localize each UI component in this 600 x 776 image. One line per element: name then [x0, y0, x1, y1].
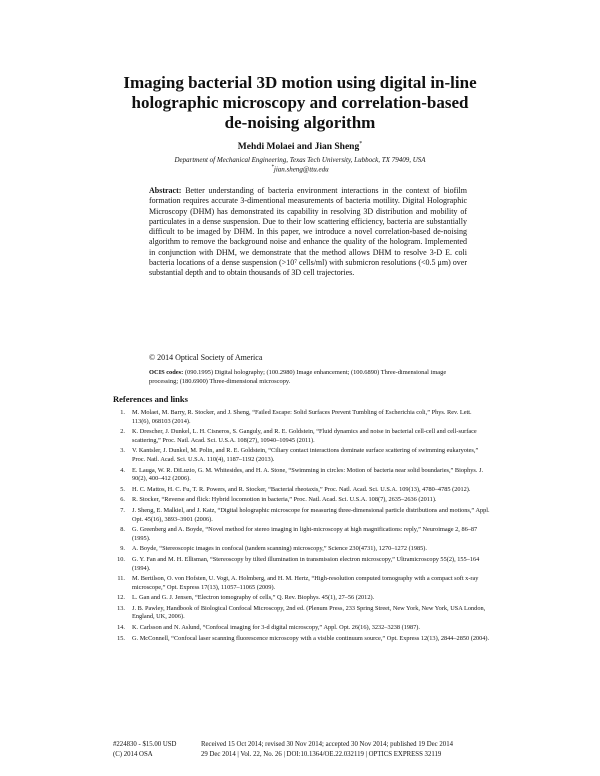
title-line-3: de-noising algorithm: [224, 113, 376, 132]
ocis-text: (090.1995) Digital holography; (100.2980) Image enhancement; (100.6890) Three-dimensional image processing; (180.6900) Three-dimensional microscopy.: [149, 369, 447, 385]
reference-text: R. Stocker, “Reverse and flick: Hybrid locomotion in bacteria,” Proc. Natl. Acad. Sci. U.S.A. 108(7), 2635–2636 (2011).: [132, 496, 437, 504]
email-address[interactable]: jian.sheng@ttu.edu: [273, 165, 329, 174]
footer-row-2: [113, 750, 491, 760]
reference-number: 12.: [117, 594, 125, 602]
reference-text: L. Gan and G. J. Jensen, “Electron tomography of cells,” Q. Rev. Biophys. 45(1), 27–56 (2012).: [132, 594, 375, 602]
page-footer: [113, 740, 491, 759]
reference-text: H. C. Mattos, H. C. Fu, T. R. Powers, and R. Stocker, “Bacterial rheotaxis,” Proc. Natl. Acad. Sci. U.S.A. 109(13), 4780–4785 (2012).: [132, 485, 471, 493]
reference-text: K. Carlsson and N. Aslund, “Confocal imaging for 3-d digital microscopy,” Appl. Opt. 26(16), 3232–3238 (1987).: [132, 624, 420, 632]
reference-number: 8.: [120, 526, 125, 534]
reference-number: 14.: [117, 624, 125, 632]
reference-text: G. McConnell, “Confocal laser scanning fluorescence microscopy with a visible continuum source,” Opt. Express 12(13), 2844–2850 (2004).: [132, 634, 490, 642]
reference-number: 7.: [120, 506, 125, 514]
reference-text: A. Boyde, “Stereoscopic images in confocal (tandem scanning) microscopy,” Science 230(4731), 1270–1272 (1985).: [132, 545, 427, 553]
footer-received-dates: Received 15 Oct 2014; revised 30 Nov 2014; accepted 30 Nov 2014; published 19 Dec 2014: [201, 741, 453, 748]
title-line-1: Imaging bacterial 3D motion using digital in-line: [123, 73, 477, 92]
reference-number: 5.: [120, 485, 125, 493]
reference-text: V. Kantsler, J. Dunkel, M. Polin, and R. E. Goldstein, “Ciliary contact interactions dominate surface scattering of swimming eukaryotes,” Proc. Natl. Acad. Sci. U.S.A. 110(4), 1187–1192 (2013).: [132, 447, 479, 463]
reference-text: J. B. Pawley, Handbook of Biological Confocal Microscopy, 2nd ed. (Plenum Press, 233 Spring Street, New York, New York, USA London, England, UK, 2006).: [132, 604, 486, 621]
references-heading: References and links: [113, 394, 188, 404]
affiliation: Department of Mechanical Engineering, Texas Tech University, Lubbock, TX 79409, USA: [174, 156, 426, 164]
reference-text: J. Sheng, E. Malkiel, and J. Katz, “Digital holographic microscope for measuring three-dimensional particle distributions and motions,” Appl. Opt. 45(16), 3893–3901 (2006).: [132, 506, 490, 523]
abstract-text: Better understanding of bacteria environment interactions in the context of biofilm formation requires accurate 3-dimentional measurements of bacteria motility. Digital Holographic Microscopy (DHM) has demonstrated its capability in resolving 3D distribution and mobility of particulates in a dense suspension. Due to their low scattering efficiency, bacteria are substantially difficult to be imaged by DHM. In this paper, we introduce a novel correlation-based de-noising algorithm to remove the background noise and enhance the quality of the hologram. Implemented in conjunction with DHM, we demonstrate that the method allows DHM to resolve 3-D E. coli bacteria locations of a dense suspension (>10⁷ cells/ml) with submicron resolutions (<0.5 μm) over substantial depth and to obtain thousands of 3D cell trajectories.: [149, 186, 467, 278]
reference-item: [113, 605, 491, 622]
ocis-label: OCIS codes:: [149, 369, 184, 376]
reference-number: 3.: [120, 447, 125, 455]
reference-text: E. Lauga, W. R. DiLuzio, G. M. Whitesides, and H. A. Stone, “Swimming in circles: Motion of bacteria near solid boundaries,” Biophys. J. 90(2), 400–412 (2006).: [132, 466, 484, 483]
footer-osa: (C) 2014 OSA: [113, 750, 153, 758]
reference-item: [113, 507, 491, 524]
reference-text: M. Bertilson, O. von Hofsten, U. Vogt, A. Holmberg, and H. M. Hertz, “High-resolution computed tomography with a compact soft x-ray microscope,” Opt. Express 17(13), 11057–11065 (2009).: [132, 575, 479, 591]
reference-number: 2.: [120, 428, 125, 436]
abstract-label: Abstract:: [149, 186, 182, 195]
email-mark: *: [271, 165, 274, 170]
reference-item: [113, 428, 491, 445]
reference-text: K. Drescher, J. Dunkel, L. H. Cisneros, S. Ganguly, and R. E. Goldstein, “Fluid dynamics and noise in bacterial cell-cell and cell-surface scattering,” Proc. Natl. Acad. Sci. U.S.A. 108(27), 10940–10945 (2011).: [132, 428, 477, 444]
reference-number: 6.: [120, 496, 125, 504]
reference-number: 11.: [117, 575, 125, 583]
reference-number: 4.: [120, 466, 125, 474]
reference-number: 13.: [117, 604, 125, 612]
reference-text: M. Molaei, M. Barry, R. Stocker, and J. Sheng, “Failed Escape: Solid Surfaces Prevent Tumbling of Escherichia coli,” Phys. Rev. Lett. 113(6), 068103 (2014).: [132, 409, 472, 425]
reference-number: 15.: [117, 634, 125, 642]
title-line-2: holographic microscopy and correlation-based: [131, 93, 469, 112]
reference-list: [113, 409, 491, 645]
reference-number: 1.: [120, 409, 125, 416]
footer-manuscript-id: #224830 - $15.00 USD: [113, 741, 177, 748]
reference-item: [113, 635, 491, 644]
footer-row-1: [113, 740, 491, 750]
reference-text: G. Y. Fan and M. H. Ellisman, “Stereoscopy by tilted illumination in transmission electron microscopy,” Ultramicroscopy 55(2), 155–164 (1994).: [132, 555, 480, 572]
corresponding-author-mark: *: [359, 141, 363, 147]
reference-item: [113, 575, 491, 592]
authors-text: Mehdi Molaei and Jian Sheng: [237, 142, 360, 153]
reference-item: [113, 409, 491, 426]
reference-item: [113, 526, 491, 543]
reference-text: G. Greenberg and A. Boyde, “Novel method for stereo imaging in light-microscopy at high magnifications: reply,” Neuroimage 2, 86–87 (1995).: [132, 526, 478, 542]
reference-item: [113, 556, 491, 573]
reference-item: [113, 545, 491, 554]
abstract: [149, 186, 467, 279]
reference-item: [113, 496, 491, 505]
reference-number: 10.: [117, 555, 125, 563]
author-list: [100, 141, 500, 152]
reference-item: [113, 447, 491, 464]
reference-item: [113, 594, 491, 603]
ocis-codes: [149, 369, 467, 387]
paper-title: [100, 73, 500, 133]
reference-number: 9.: [120, 545, 125, 553]
reference-item: [113, 467, 491, 484]
reference-item: [113, 486, 491, 495]
footer-journal-info: 29 Dec 2014 | Vol. 22, No. 26 | DOI:10.1364/OE.22.032119 | OPTICS EXPRESS 32119: [201, 750, 442, 758]
email-line: [100, 165, 500, 173]
reference-item: [113, 624, 491, 633]
copyright-notice: © 2014 Optical Society of America: [149, 353, 263, 362]
